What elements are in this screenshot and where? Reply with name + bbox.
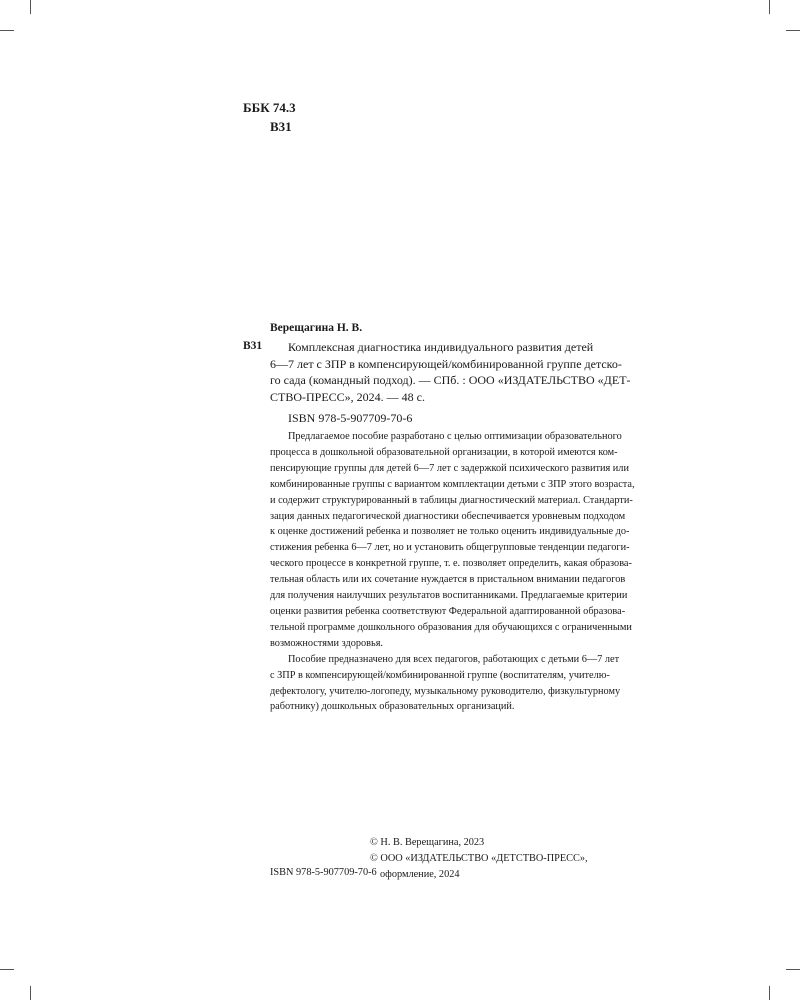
annotation-line: тельной программе дошкольного образования для обучающихся с ограниченными <box>270 621 632 633</box>
annotation-line: процесса в дошкольной образовательной организации, в которой имеются ком- <box>270 446 618 458</box>
annotation-line: Предлагаемое пособие разработано с целью оптимизации образовательного <box>288 431 622 442</box>
copyright-design: оформление, 2024 <box>380 869 460 880</box>
copyright-publisher: © ООО «ИЗДАТЕЛЬСТВО «ДЕТСТВО-ПРЕСС», <box>370 853 588 864</box>
annotation-line: комбинированные группы с вариантом комплектации детьми с ЗПР этого возраста, <box>270 478 635 490</box>
bbk-index: ББК 74.3 <box>243 100 296 115</box>
copyright-author: © Н. В. Верещагина, 2023 <box>370 837 485 848</box>
annotation-line: оценки развития ребенка соответствуют Федеральной адаптированной образова- <box>270 605 626 617</box>
bbk-block <box>243 98 296 136</box>
annotation-line: работнику) дошкольных образовательных организаций. <box>270 701 515 713</box>
annotation-line: зация данных педагогической диагностики обеспечивается уровневым подходом <box>270 510 626 522</box>
crop-mark <box>769 0 770 14</box>
side-author-code: В31 <box>243 340 263 352</box>
annotation-line: к оценке достижений ребенка и позволяет не только оценить индивидуальные до- <box>270 526 630 538</box>
copyright-block <box>370 835 588 883</box>
isbn-bottom: ISBN 978-5-907709-70-6 <box>270 867 377 878</box>
author-name: Верещагина Н. В. <box>270 322 363 334</box>
crop-mark <box>769 986 770 1000</box>
bbk-author-code: В31 <box>270 119 292 134</box>
biblio-line: Комплексная диагностика индивидуального развития детей <box>288 340 594 354</box>
crop-mark <box>786 30 800 31</box>
bibliographic-description <box>270 339 631 405</box>
crop-mark <box>0 30 14 31</box>
annotation-line: и содержит структурированный в таблицы диагностический материал. Стандарти- <box>270 494 633 506</box>
biblio-line: 6—7 лет с ЗПР в компенсирующей/комбинированной группе детско- <box>270 356 622 371</box>
crop-mark <box>30 0 31 14</box>
annotation-line: для получения наилучших результатов воспитанниками. Предлагаемые критерии <box>270 590 628 602</box>
annotation-line: Пособие предназначено для всех педагогов, работающих с детьми 6—7 лет <box>288 653 620 665</box>
annotation-line: возможностями здоровья. <box>270 637 384 649</box>
crop-mark <box>30 986 31 1000</box>
biblio-line: го сада (командный подход). — СПб. : ООО «ИЗДАТЕЛЬСТВО «ДЕТ- <box>270 373 631 387</box>
annotation-line: стижения ребенка 6—7 лет, но и установить общегрупповые тенденции педагоги- <box>270 542 630 554</box>
crop-mark <box>786 969 800 970</box>
annotation-line: дефектологу, учителю-логопеду, музыкальному руководителю, физкультурному <box>270 685 621 697</box>
crop-mark <box>0 969 14 970</box>
isbn: ISBN 978-5-907709-70-6 <box>288 411 413 425</box>
annotation-line: пенсирующие группы для детей 6—7 лет с задержкой психического развития или <box>270 462 629 474</box>
biblio-line: СТВО-ПРЕСС», 2024. — 48 с. <box>270 389 426 404</box>
annotation <box>270 429 635 715</box>
annotation-line: тельная область или их сочетание нуждается в пристальном внимании педагогов <box>270 574 626 586</box>
annotation-line: ческого процессе в конкретной группе, т. е. позволяет определить, какая образова- <box>270 558 632 570</box>
annotation-line: с ЗПР в компенсирующей/комбинированной группе (воспитателям, учителю- <box>270 669 610 681</box>
